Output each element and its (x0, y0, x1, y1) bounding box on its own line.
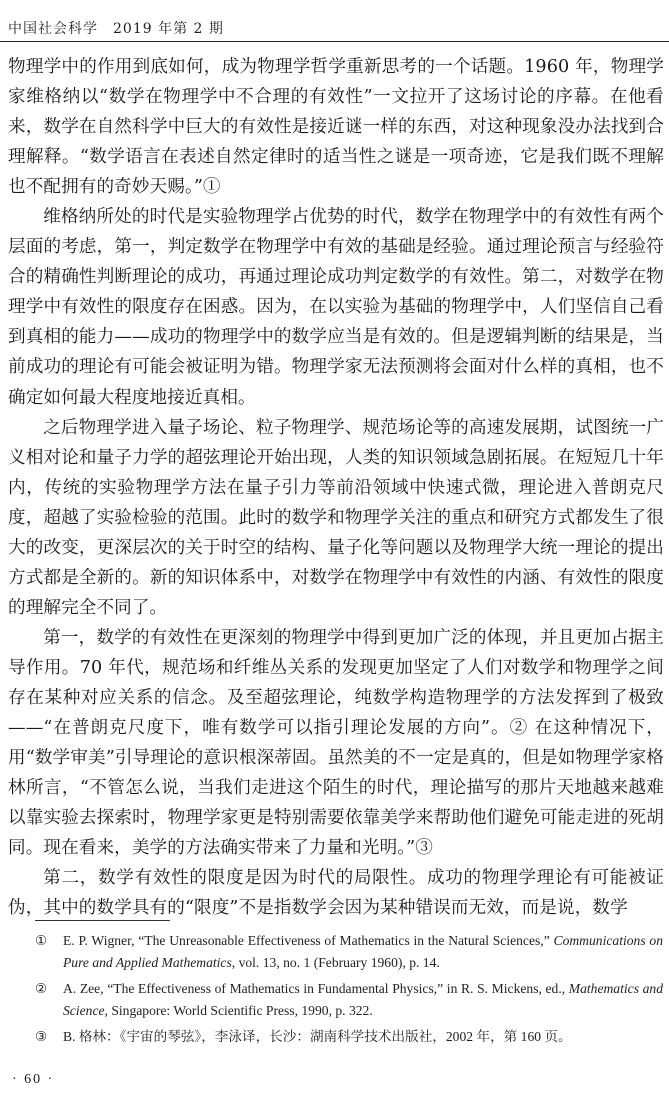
article-body (8, 52, 664, 923)
footnote-text (63, 1026, 663, 1048)
paragraph-continued: 物理学中的作用到底如何，成为物理学哲学重新思考的一个话题。1960 年，物理学家维格纳以“数学在物理学中不合理的有效性”一文拉开了这场讨论的序幕。在他看来，数学在自然科学中巨大的有效性是接近谜一样的东西，对这种现象没办法找到合理解释。“数学语言在表述自然定律时的适当性之谜是一项奇迹，它是我们既不理解也不配拥有的奇妙天赐。”① (8, 57, 664, 198)
footnote-mark: ① (35, 933, 48, 948)
footnote (35, 930, 663, 974)
running-header: 中国社会科学 2019 年第 2 期 (8, 21, 224, 37)
footnote-mark: ③ (35, 1029, 48, 1044)
paragraph: 之后物理学进入量子场论、粒子物理学、规范场论等的高速发展期，试图统一广义相对论和量子力学的超弦理论开始出现，人类的知识领域急剧拓展。在短短几十年内，传统的实验物理学方法在量子引力等前沿领域中快速式微，理论进入普朗克尺度，超越了实验检验的范围。此时的数学和物理学关注的重点和研究方式都发生了很大的改变，更深层次的关于时空的结构、量子化等问题以及物理学大统一理论的提出方式都是全新的。新的知识体系中，对数学在物理学中有效性的内涵、有效性的限度的理解完全不同了。 (8, 417, 664, 618)
footnote (35, 978, 663, 1022)
footnotes (35, 930, 663, 1052)
footnote-details: , Singapore: World Scientific Press, 1990, p. 322. (104, 1003, 373, 1018)
footnote-citation: A. Zee, “The Effectiveness of Mathematics in Fundamental Physics,” in R. S. Mickens, ed., (63, 981, 569, 996)
paragraph: 第一，数学的有效性在更深刻的物理学中得到更加广泛的体现，并且更加占据主导作用。70 年代，规范场和纤维丛关系的发现更加坚定了人们对数学和物理学之间存在某种对应关系的信念。及至超弦理论，纯数学构造物理学的方法发挥到了极致——“在普朗克尺度下，唯有数学可以指引理论发展的方向”。② 在这种情况下，用“数学审美”引导理论的意识根深蒂固。虽然美的不一定是真的，但是如物理学家格林所言，“不管怎么说，当我们走进这个陌生的时代，理论描写的那片天地越来越难以靠实验去探索时，物理学家更是特别需要依靠美学来帮助他们避免可能走进的死胡同。现在看来，美学的方法确实带来了力量和光明。”③ (8, 627, 664, 859)
footnote-text (63, 978, 663, 1022)
footnote-citation: E. P. Wigner, “The Unreasonable Effectiveness of Mathematics in the Natural Sciences,” (63, 933, 554, 948)
footnote-separator (35, 920, 170, 921)
paragraph: 维格纳所处的时代是实验物理学占优势的时代，数学在物理学中的有效性有两个层面的考虑，第一，判定数学在物理学中有效的基础是经验。通过理论预言与经验符合的精确性判断理论的成功，再通过理论成功判定数学的有效性。第二，对数学在物理学中有效性的限度存在困惑。因为，在以实验为基础的物理学中，人们坚信自己看到真相的能力——成功的物理学中的数学应当是有效的。但是逻辑判断的结果是，当前成功的理论有可能会被证明为错。物理学家无法预测将会面对什么样的真相，也不确定如何最大程度地接近真相。 (8, 207, 664, 408)
footnote-citation: B. 格林：《宇宙的琴弦》，李泳译，长沙：湖南科学技术出版社，2002 年，第 160 页。 (63, 1029, 572, 1044)
footnote-text (63, 930, 663, 974)
header-rule (0, 41, 669, 42)
paragraph: 第二，数学有效性的限度是因为时代的局限性。成功的物理学理论有可能被证伪，其中的数学具有的“限度”不是指数学会因为某种错误而无效，而是说，数学 (8, 868, 664, 919)
footnote (35, 1026, 663, 1048)
footnote-journal: Communications on Pure and Applied Mathematics (63, 933, 663, 970)
page-number: · 60 · (12, 1072, 55, 1087)
footnote-book-title: Mathematics and Science (63, 981, 663, 1018)
footnote-details: , vol. 13, no. 1 (February 1960), p. 14. (231, 955, 440, 970)
footnote-mark: ② (35, 981, 48, 996)
